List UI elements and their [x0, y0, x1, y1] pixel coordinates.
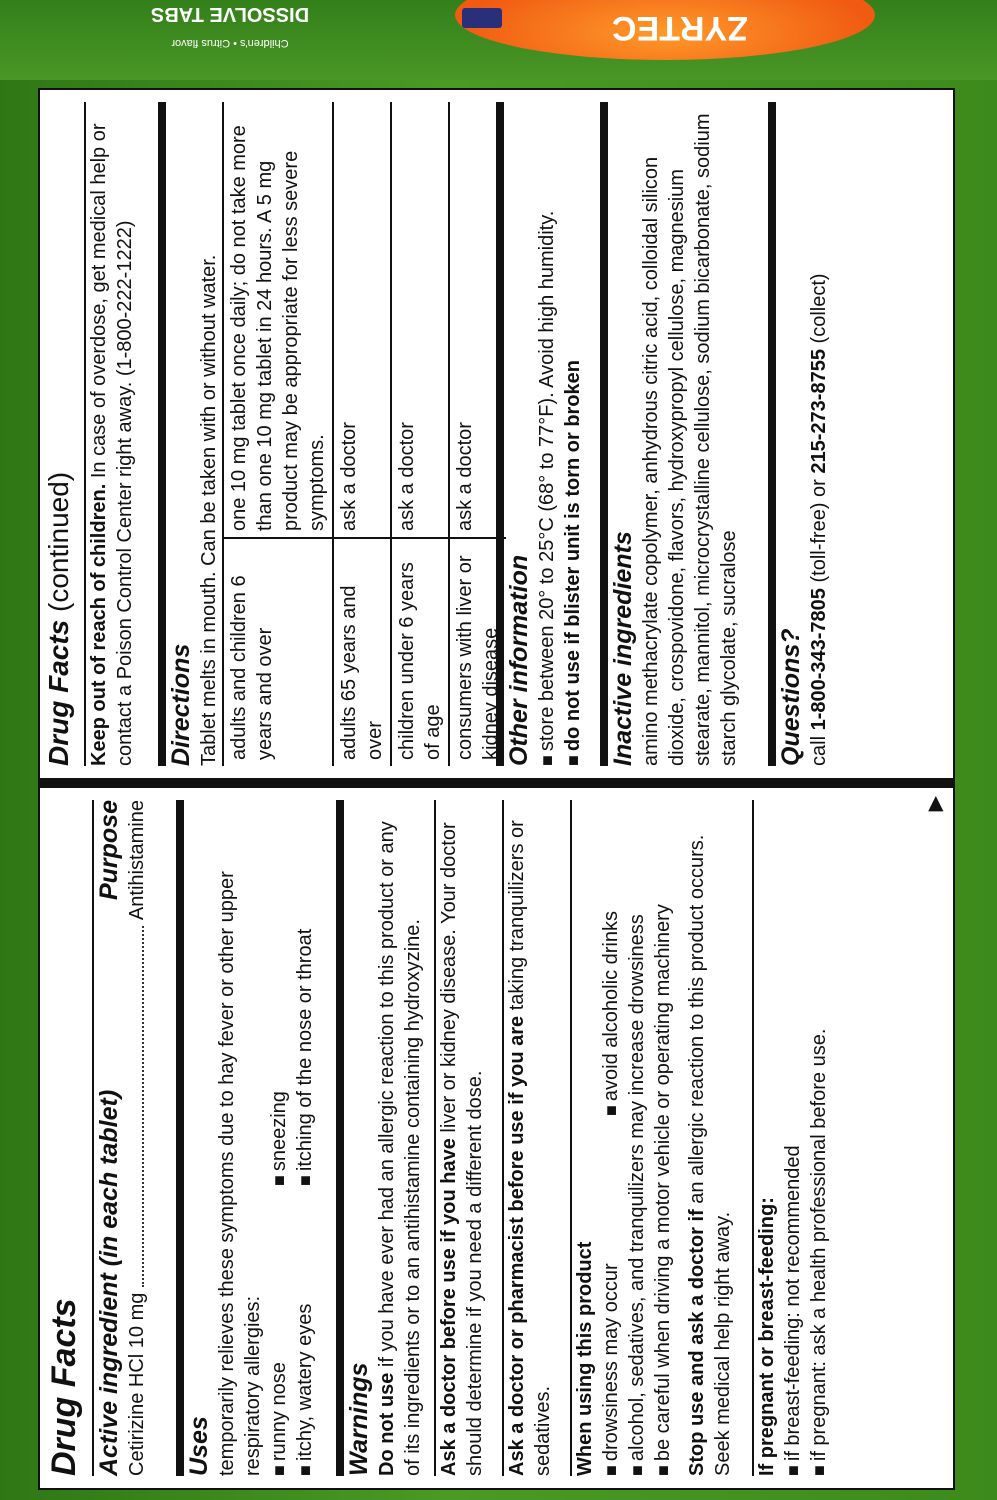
inactive-ingredients-section	[600, 102, 742, 766]
directions-dose: ask a doctor	[391, 102, 449, 538]
uses-row-2	[292, 800, 318, 1476]
stop-use-section	[684, 800, 736, 1476]
continued-title-main: Drug Facts	[43, 619, 74, 766]
when-using-item: ■ alcohol, sedatives, and tranquilizers may increase drowsiness	[624, 800, 650, 1476]
directions-dose: ask a doctor	[333, 102, 391, 538]
questions-end: (collect)	[808, 273, 830, 344]
ask-doctor-body: liver or kidney disease. Your doctor should determine if you need a different dose.	[438, 822, 486, 1476]
directions-age: adults 65 years and over	[333, 538, 391, 766]
product-subtitle-small: Children's • Citrus flavor	[171, 37, 289, 49]
product-subtitle-main: DISSOLVE TABS	[150, 3, 310, 25]
questions-mid: (toll-free) or	[808, 479, 830, 583]
drug-facts-column-2	[40, 90, 953, 788]
questions-heading: Questions?	[777, 628, 805, 766]
brand-name: ZYRTEC	[612, 9, 748, 47]
drug-facts-title-block	[44, 800, 84, 1476]
ask-doctor-text	[436, 800, 488, 1476]
continued-title-block	[44, 102, 74, 766]
table-row	[391, 102, 449, 766]
active-ingredient-name: Cetirizine HCl 10 mg	[126, 1292, 148, 1476]
leader-dots	[142, 926, 144, 1287]
purpose-heading: Purpose	[95, 800, 123, 901]
when-using-item: ■ avoid alcoholic drinks	[598, 911, 624, 1116]
ask-pharmacist-text	[504, 800, 556, 1476]
when-using-section	[570, 800, 676, 1476]
uses-row-1	[266, 800, 292, 1476]
keep-out-label: Keep out of reach of children.	[88, 483, 110, 766]
drug-facts-panel	[38, 88, 955, 1490]
questions-call: call	[808, 735, 830, 766]
pregnant-heading: If pregnant or breast-feeding:	[756, 1197, 778, 1476]
questions-text	[806, 102, 832, 766]
continued-title-suffix: (continued)	[43, 471, 74, 612]
keep-out-section	[84, 102, 138, 766]
ask-doctor-label: Ask a doctor before use if you have	[438, 1138, 460, 1476]
product-subtitle	[60, 3, 400, 50]
do-not-use-text	[374, 800, 426, 1476]
warnings-heading: Warnings	[345, 1362, 373, 1476]
drug-facts-column-1	[40, 788, 953, 1488]
active-heading-row	[94, 800, 124, 1476]
other-info-item: ■ store between 20° to 25°C (68° to 77°F). Avoid high humidity.	[534, 102, 560, 766]
uses-heading: Uses	[185, 1416, 213, 1476]
directions-heading: Directions	[167, 643, 195, 766]
directions-age: adults and children 6 years and over	[223, 538, 333, 766]
when-using-item: ■ be careful when driving a motor vehicle or operating machinery	[650, 800, 676, 1476]
stop-use-body: an allergic reaction to this product occurs. Seek medical help right away.	[686, 834, 734, 1476]
uses-section	[176, 800, 318, 1476]
keep-out-text	[86, 102, 138, 766]
ask-pharmacist-label: Ask a doctor or pharmacist before use if you are	[506, 1015, 528, 1476]
collect-phone: 215-273-8755	[808, 349, 830, 474]
do-not-use-body: if you have ever had an allergic reaction to this product or any of its ingredients or to an antihistamine containing hydroxyzine.	[376, 821, 424, 1476]
other-info-item: ■ do not use if blister unit is torn or broken	[560, 102, 586, 766]
directions-age: children under 6 years of age	[391, 538, 449, 766]
pregnant-item: ■ if breast-feeding: not recommended	[780, 800, 806, 1476]
keep-out-body: In case of overdose, get medical help or contact a Poison Control Center right away. (1-800-222-1222)	[88, 123, 136, 766]
table-row	[223, 102, 333, 766]
directions-dose: one 10 mg tablet once daily; do not take more than one 10 mg tablet in 24 hours. A 5 mg product may be appropriate for less severe symptoms.	[223, 102, 333, 538]
questions-section	[768, 102, 832, 766]
active-ingredient-heading: Active ingredient (in each tablet)	[95, 1089, 123, 1476]
other-info-heading: Other information	[505, 554, 533, 766]
drug-facts-title: Drug Facts	[45, 1298, 83, 1476]
directions-section	[158, 102, 506, 766]
directions-age: consumers with liver or kidney disease	[449, 538, 506, 766]
package-top-flap	[0, 0, 997, 80]
uses-intro: temporarily relieves these symptoms due to hay fever or other upper respiratory allergies:	[216, 871, 264, 1476]
ask-pharmacist-body: taking tranquilizers or sedatives.	[506, 820, 554, 1476]
directions-dose: ask a doctor	[449, 102, 506, 538]
ask-doctor-section	[434, 800, 488, 1476]
use-item: ■ itchy, watery eyes	[292, 1186, 318, 1476]
when-using-heading: When using this product	[574, 1241, 596, 1476]
active-ingredient-section	[92, 800, 150, 1476]
inactive-ingredients-heading: Inactive ingredients	[609, 531, 637, 766]
inactive-ingredients-text: amino methacrylate copolymer, anhydrous citric acid, colloidal silicon dioxide, crospovidone, flavors, hydroxypropyl cellulose, magnesium stearate, mannitol, microcrystalline cellulose, sodium bicarbonate, sodium starch glycolate, sucralose	[640, 113, 740, 766]
continued-arrow-icon: ▶	[924, 796, 946, 812]
use-item: ■ itching of the nose or throat	[292, 929, 318, 1186]
stop-use-label: Stop use and ask a doctor if	[686, 1209, 708, 1476]
directions-table	[222, 102, 506, 766]
directions-intro: Tablet melts in mouth. Can be taken with or without water.	[198, 254, 220, 766]
use-item: ■ sneezing	[266, 1091, 292, 1186]
when-using-item: ■ drowsiness may occur	[598, 1116, 624, 1476]
use-item: ■ runny nose	[266, 1186, 292, 1476]
do-not-use-label: Do not use	[376, 1372, 398, 1476]
brand-tag-strip	[462, 8, 502, 28]
warnings-section	[336, 800, 426, 1476]
active-ingredient-row	[124, 800, 150, 1476]
pregnant-section	[752, 800, 832, 1476]
pregnant-item: ■ if pregnant: ask a health professional before use.	[806, 800, 832, 1476]
toll-free-phone: 1-800-343-7805	[808, 588, 830, 731]
when-using-row-1	[598, 800, 624, 1476]
continued-title	[44, 102, 74, 766]
stop-use-text	[684, 800, 736, 1476]
other-info-section	[496, 102, 586, 766]
purpose-value: Antihistamine	[126, 800, 148, 921]
table-row	[333, 102, 391, 766]
ask-pharmacist-section	[502, 800, 556, 1476]
rotated-label-content	[40, 90, 953, 1488]
